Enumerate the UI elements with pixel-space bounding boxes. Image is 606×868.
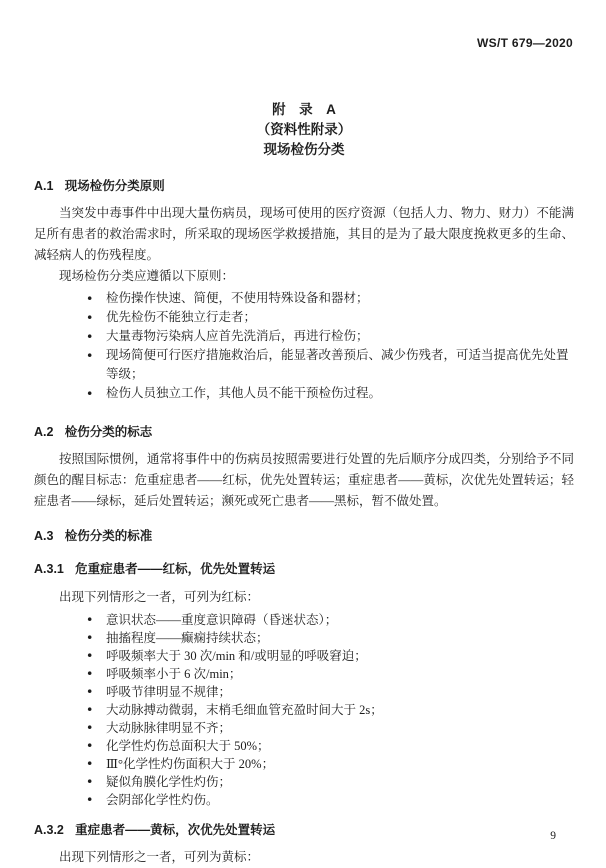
list-item: • 大量毒物污染病人应首先洗消后，再进行检伤； bbox=[106, 327, 574, 346]
section-heading-a32 bbox=[34, 822, 574, 838]
list-item: • 疑似角膜化学性灼伤； bbox=[106, 773, 574, 791]
paragraph-a1-2: 现场检伤分类应遵循以下原则： bbox=[59, 269, 235, 283]
section-number: A.3.1 bbox=[34, 562, 64, 576]
list-item: • 化学性灼伤总面积大于 50%； bbox=[106, 737, 574, 755]
list-item: • 呼吸频率小于 6 次/min； bbox=[106, 665, 574, 683]
section-number: A.2 bbox=[34, 425, 54, 439]
section-title: 现场检伤分类原则 bbox=[64, 179, 165, 193]
appendix-title-line1: 附 录 A bbox=[272, 102, 336, 117]
section-title: 重症患者——黄标，次优先处置转运 bbox=[75, 823, 276, 837]
list-item: • 呼吸节律明显不规律； bbox=[106, 683, 574, 701]
list-item: • 大动脉脉律明显不齐； bbox=[106, 719, 574, 737]
section-heading-a31 bbox=[34, 561, 574, 577]
section-number: A.3.2 bbox=[34, 823, 64, 837]
list-item: • 抽搐程度——癫痫持续状态； bbox=[106, 629, 574, 647]
paragraph-a1-1: 当突发中毒事件中出现大量伤病员，现场可使用的医疗资源（包括人力、物力、财力）不能满足所有患者的救治需求时，所采取的现场医学救援措施，其目的是为了最大限度挽救更多的生命、减轻病人的伤残程度。 bbox=[34, 206, 574, 262]
appendix-title bbox=[34, 100, 574, 160]
appendix-title-line3: 现场检伤分类 bbox=[263, 142, 345, 157]
paragraph-a2: 按照国际惯例，通常将事件中的伤病员按照需要进行处置的先后顺序分成四类，分别给予不同颜色的醒目标志：危重症患者——红标，优先处置转运；重症患者——黄标，次优先处置转运；轻症患者——绿标，延后处置转运；濒死或死亡患者——黑标，暂不做处置。 bbox=[34, 452, 574, 508]
paragraph-red-intro: 出现下列情形之一者，可列为红标： bbox=[59, 590, 260, 604]
list-item: • 意识状态——重度意识障碍（昏迷状态）； bbox=[106, 611, 574, 629]
section-heading-a1 bbox=[34, 178, 574, 194]
section-title: 检伤分类的标准 bbox=[64, 529, 153, 543]
list-item: • 现场简便可行医疗措施救治后，能显著改善预后、减少伤残者，可适当提高优先处置等级； bbox=[106, 346, 574, 384]
doc-number: WS/T 679—2020 bbox=[477, 36, 573, 50]
section-number: A.1 bbox=[34, 179, 54, 193]
section-number: A.3 bbox=[34, 529, 54, 543]
section-heading-a3 bbox=[34, 528, 574, 544]
list-item: • 优先检伤不能独立行走者； bbox=[106, 308, 574, 327]
list-item: • 检伤人员独立工作，其他人员不能干预检伤过程。 bbox=[106, 384, 574, 403]
section-heading-a2 bbox=[34, 424, 574, 440]
list-item: • 会阴部化学性灼伤。 bbox=[106, 791, 574, 809]
paragraph-yellow-intro: 出现下列情形之一者，可列为黄标： bbox=[59, 850, 260, 864]
red-criteria-list bbox=[34, 611, 574, 809]
appendix-title-line2: （资料性附录） bbox=[256, 122, 352, 137]
page-content bbox=[34, 0, 574, 868]
principles-list bbox=[34, 289, 574, 403]
list-item: • 大动脉搏动微弱，末梢毛细血管充盈时间大于 2s； bbox=[106, 701, 574, 719]
section-title: 检伤分类的标志 bbox=[64, 425, 153, 439]
section-title: 危重症患者——红标，优先处置转运 bbox=[75, 562, 276, 576]
page-number: 9 bbox=[550, 830, 556, 842]
list-item: • 呼吸频率大于 30 次/min 和/或明显的呼吸窘迫； bbox=[106, 647, 574, 665]
list-item: • 检伤操作快速、简便，不使用特殊设备和器材； bbox=[106, 289, 574, 308]
list-item: • Ⅲ°化学性灼伤面积大于 20%； bbox=[106, 755, 574, 773]
